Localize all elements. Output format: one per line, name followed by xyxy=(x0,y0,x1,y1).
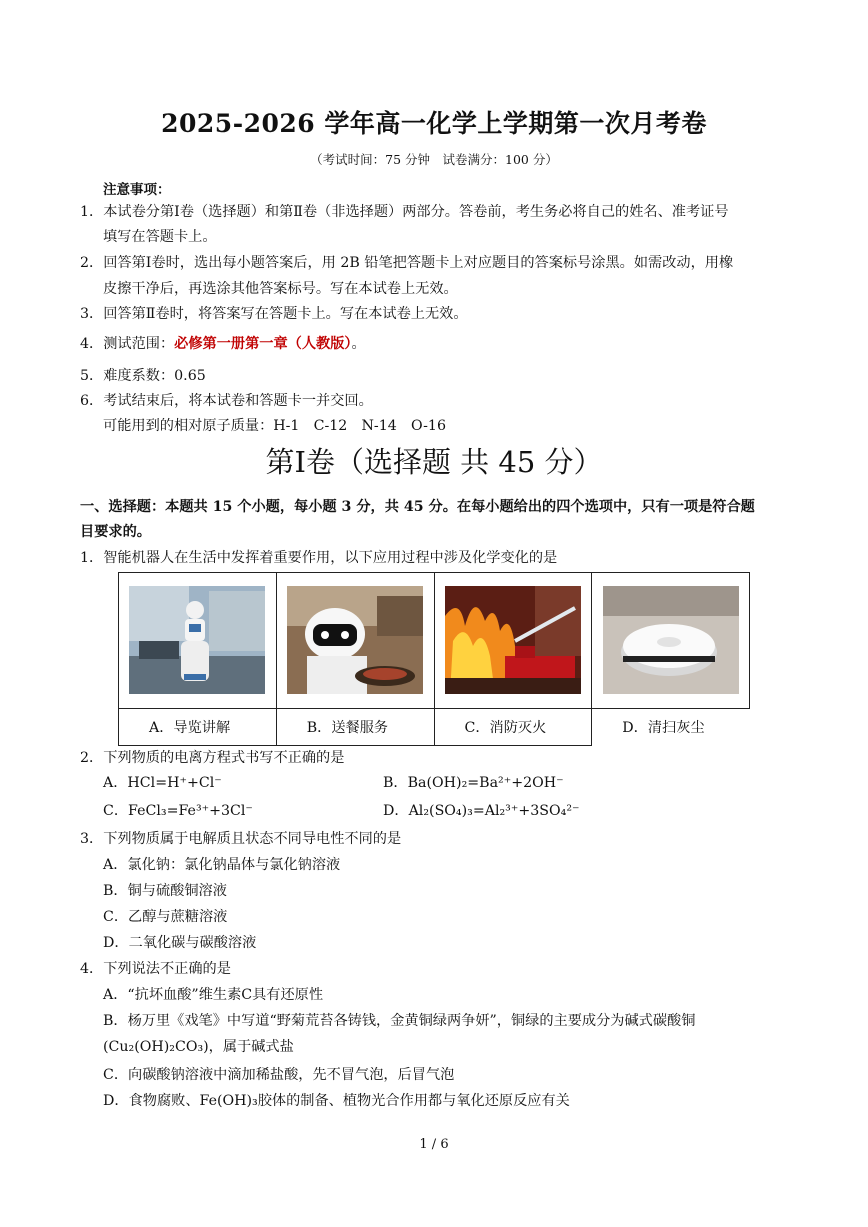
option-c-image-cell xyxy=(434,573,592,709)
notice-num: 2． xyxy=(80,255,104,271)
question-4-option-c: C．向碳酸钠溶液中滴加稀盐酸，先不冒气泡，后冒气泡 xyxy=(103,1067,455,1083)
notice-item-4 xyxy=(80,334,366,354)
robot-vacuum-image xyxy=(603,586,739,694)
option-d-image-cell xyxy=(592,573,750,709)
exam-title: 2025-2026 学年高一化学上学期第一次月考卷 xyxy=(161,109,707,138)
question-3-option-c: C．乙醇与蔗糖溶液 xyxy=(103,909,228,925)
notice-text: 难度系数：0.65 xyxy=(103,368,206,384)
question-2-stem: 2．下列物质的电离方程式书写不正确的是 xyxy=(80,750,345,766)
option-c: C．消防灭火 xyxy=(434,708,592,745)
question-1-stem: 1．智能机器人在生活中发挥着重要作用，以下应用过程中涉及化学变化的是 xyxy=(80,550,558,566)
fire-fighting-image xyxy=(445,586,581,694)
section-title: 第Ⅰ卷（选择题 共 45 分） xyxy=(265,445,603,479)
notice-item-2 xyxy=(80,253,733,273)
option-b: B．送餐服务 xyxy=(276,708,434,745)
notice-item-6 xyxy=(80,391,373,411)
question-2-option-c: C．FeCl₃=Fe³⁺+3Cl⁻ xyxy=(103,803,253,819)
question-4-option-a: A．“抗坏血酸”维生素C具有还原性 xyxy=(103,987,324,1003)
notice-num: 3． xyxy=(80,306,104,322)
notice-item-3 xyxy=(80,304,468,324)
atomic-masses: 可能用到的相对原子质量：H-1 C-12 N-14 O-16 xyxy=(103,418,446,434)
question-2-option-d: D．Al₂(SO₄)₃=Al₂³⁺+3SO₄²⁻ xyxy=(383,803,580,819)
question-3-stem: 3．下列物质属于电解质且状态不同导电性不同的是 xyxy=(80,831,402,847)
notice-item-1-cont: 填写在答题卡上。 xyxy=(103,229,217,245)
question-3-option-d: D．二氧化碳与碳酸溶液 xyxy=(103,935,257,951)
notice-item-5 xyxy=(80,366,206,386)
notice-num: 4． xyxy=(80,336,104,352)
question-4-option-b: B．杨万里《戏笔》中写道“野菊荒苔各铸钱，金黄铜绿两争妍”，铜绿的主要成分为碱式碳酸铜 xyxy=(103,1013,696,1029)
exam-subtitle: （考试时间：75 分钟 试卷满分：100 分） xyxy=(310,152,558,167)
section-intro-cont: 目要求的。 xyxy=(80,524,151,540)
option-d: D．清扫灰尘 xyxy=(592,708,750,745)
notice-text: 测试范围： xyxy=(103,336,175,352)
question-2-option-a: A．HCl=H⁺+Cl⁻ xyxy=(103,775,222,791)
notice-text: 回答第Ⅱ卷时，将答案写在答题卡上。写在本试卷上无效。 xyxy=(103,306,468,322)
test-scope-highlight: 必修第一册第一章（人教版） xyxy=(174,336,352,352)
question-4-option-d: D．食物腐败、Fe(OH)₃胶体的制备、植物光合作用都与氧化还原反应有关 xyxy=(103,1093,570,1109)
question-1-image-table xyxy=(118,572,750,746)
page-number: 1 / 6 xyxy=(419,1137,449,1152)
option-b-image-cell xyxy=(276,573,434,709)
question-4-option-b-cont: (Cu₂(OH)₂CO₃)，属于碱式盐 xyxy=(103,1039,294,1055)
notice-item-2-cont: 皮擦干净后，再选涂其他答案标号。写在本试卷上无效。 xyxy=(103,281,458,297)
notice-text: 考试结束后，将本试卷和答题卡一并交回。 xyxy=(103,393,373,409)
question-3-option-a: A．氯化钠：氯化钠晶体与氯化钠溶液 xyxy=(103,857,341,873)
robot-guide-image xyxy=(129,586,265,694)
notice-text: 。 xyxy=(351,336,366,352)
notice-text: 回答第Ⅰ卷时，选出每小题答案后，用 2B 铅笔把答题卡上对应题目的答案标号涂黑。如需改动，用橡 xyxy=(103,255,734,271)
section-intro: 一、选择题：本题共 15 个小题，每小题 3 分，共 45 分。在每小题给出的四个选项中，只有一项是符合题 xyxy=(80,499,755,515)
notice-num: 1． xyxy=(80,204,104,220)
question-2-option-b: B．Ba(OH)₂=Ba²⁺+2OH⁻ xyxy=(383,775,564,791)
option-a-image-cell xyxy=(119,573,277,709)
question-3-option-b: B．铜与硫酸铜溶液 xyxy=(103,883,227,899)
question-4-stem: 4．下列说法不正确的是 xyxy=(80,961,231,977)
notice-item-1 xyxy=(80,202,729,222)
notice-num: 5． xyxy=(80,368,104,384)
option-a: A．导览讲解 xyxy=(119,708,277,745)
robot-delivery-image xyxy=(287,586,423,694)
notice-num: 6． xyxy=(80,393,104,409)
notice-text: 本试卷分第Ⅰ卷（选择题）和第Ⅱ卷（非选择题）两部分。答卷前，考生务必将自己的姓名、准考证号 xyxy=(103,204,729,220)
notice-heading: 注意事项： xyxy=(103,182,171,198)
